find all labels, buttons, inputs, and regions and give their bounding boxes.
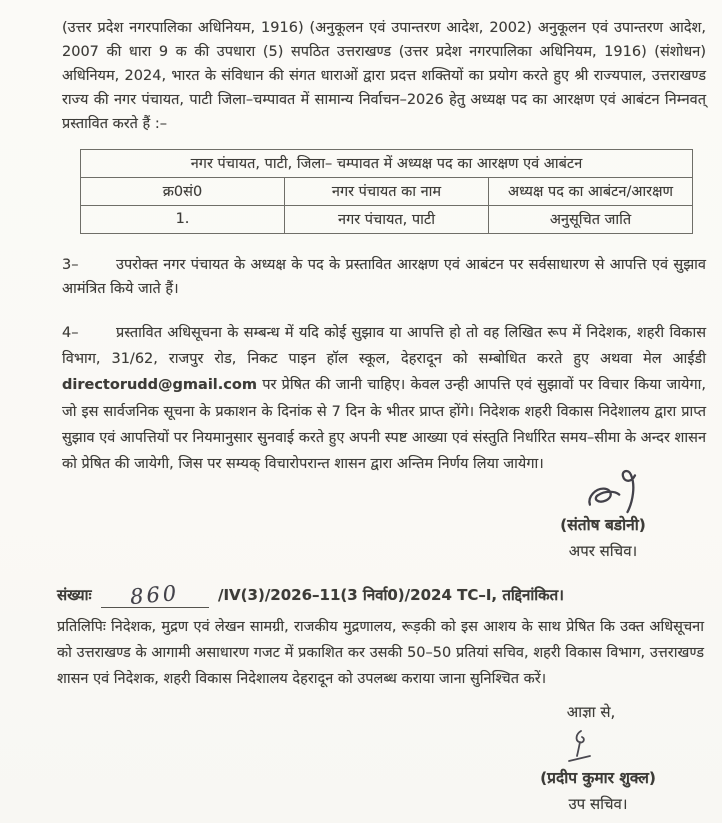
by-order-text: आज्ञा से, <box>566 703 616 721</box>
table-title-row <box>81 150 693 178</box>
initials-scribble-icon <box>496 727 664 767</box>
reference-number-line <box>57 582 704 608</box>
table-header-reservation: अध्यक्ष पद का आबंटन/आरक्षण <box>489 178 693 206</box>
signatory-1-name: (संतोष बडोनी) <box>560 516 646 534</box>
signatory-2-designation: उप सचिव। <box>568 795 628 813</box>
paragraph-4-text-after-email: पर प्रेषित की जानी चाहिए। केवल उन्ही आपत्ति एवं सुझावों पर विचार किया जायेगा, जो इस सार्वजनिक सूचना के प्रकाशन के दिनांक से 7 दिन के भीतर प्राप्त होंगे। निदेशक शहरी विकास निदेशालय द्वारा प्राप्त सुझाव एवं आपत्तियों पर नियमानुसार सुनवाई करते हुए अपनी स्पष्ट आख्या एवं संस्तुति निर्धारित समय–सीमा के अन्दर शासन को प्रेषित की जायेगी, जिस पर सम्यक् विचारोपरान्त शासन द्वारा अन्तिम निर्णय लिया जायेगा। <box>62 377 706 473</box>
signature-block-deputy-secretary <box>514 701 682 815</box>
reference-label: संख्याः <box>57 586 92 604</box>
handwritten-number: 860 <box>129 580 181 610</box>
paragraph-3-number: 3– <box>62 257 79 273</box>
bottom-section <box>57 582 704 692</box>
paragraph-3 <box>62 253 706 301</box>
signatory-2-name: (प्रदीप कुमार शुक्ल) <box>540 769 656 787</box>
paragraph-4-text-before-email: प्रस्तावित अधिसूचना के सम्बन्ध में यदि कोई सुझाव या आपत्ति हो तो वह लिखित रूप में निदेशक, शहरी विकास विभाग, 31/62, राजपुर रोड, निकट पाइन हॉल स्कूल, देहरादून को सम्बोधित करते हुए अथवा मेल आईडी <box>62 325 706 368</box>
cell-reservation: अनुसूचित जाति <box>489 206 693 234</box>
reference-number-suffix: /IV(3)/2026–11(3 निर्वा0)/2024 TC–I, तद्दिनांकित। <box>218 586 564 604</box>
paragraph-4 <box>62 320 706 477</box>
table-header-serial: क्र0सं0 <box>81 178 285 206</box>
table-title: नगर पंचायत, पाटी, जिला– चम्पावत में अध्यक्ष पद का आरक्षण एवं आबंटन <box>81 150 693 178</box>
reservation-table <box>80 149 693 234</box>
reservation-table-wrapper <box>80 149 706 234</box>
cell-serial: 1. <box>81 206 285 234</box>
signature-block-additional-secretary <box>538 468 668 562</box>
opening-paragraph: (उत्तर प्रदेश नगरपालिका अधिनियम, 1916) (अनुकूलन एवं उपान्तरण आदेश, 2002) अनुकूलन एवं उपान्तरण आदेश, 2007 की धारा 9 क की उपधारा (5) सपठित उत्तराखण्ड (उत्तर प्रदेश नगरपालिका अधिनियम, 1916) (संशोधन) अधिनियम, 2024, भारत के संविधान की संगत धाराओं द्वारा प्रदत्त शक्तियों का प्रयोग करते हुए श्री राज्यपाल, उत्तराखण्ड राज्य की नगर पंचायत, पाटी जिला–चम्पावत में सामान्य निर्वाचन–2026 हेतु अध्यक्ष पद का आरक्षण एवं आबंटन निम्नवत् प्रस्तावित करते हैं :– <box>62 20 706 132</box>
paragraph-4-number: 4– <box>62 325 79 341</box>
signature-scribble-icon <box>547 464 680 519</box>
copy-distribution-paragraph: प्रतिलिपिः निदेशक, मुद्रण एवं लेखन सामग्री, राजकीय मुद्रणालय, रूड़की को इस आशय के साथ प्रेषित कि उक्त अधिसूचना को उत्तराखण्ड के आगामी असाधारण गजट में प्रकाशित कर उसकी 50–50 प्रतियां सचिव, शहरी विकास विभाग, उत्तराखण्ड शासन एवं निदेशक, शहरी विकास निदेशालय देहरादून को उपलब्ध कराया जाना सुनिश्चित करें। <box>57 619 704 687</box>
reference-number-blank <box>101 580 209 610</box>
table-header-row <box>81 178 693 206</box>
signatory-1-designation: अपर सचिव। <box>568 542 638 560</box>
email-address: directorudd@gmail.com <box>62 377 257 394</box>
paragraph-3-text: उपरोक्त नगर पंचायत के अध्यक्ष के पद के प्रस्तावित आरक्षण एवं आबंटन पर सर्वसाधारण से आपत्ति एवं सुझाव आमंत्रित किये जाते हैं। <box>62 257 706 297</box>
cell-panchayat-name: नगर पंचायत, पाटी <box>285 206 489 234</box>
table-row <box>81 206 693 234</box>
table-header-panchayat-name: नगर पंचायत का नाम <box>285 178 489 206</box>
